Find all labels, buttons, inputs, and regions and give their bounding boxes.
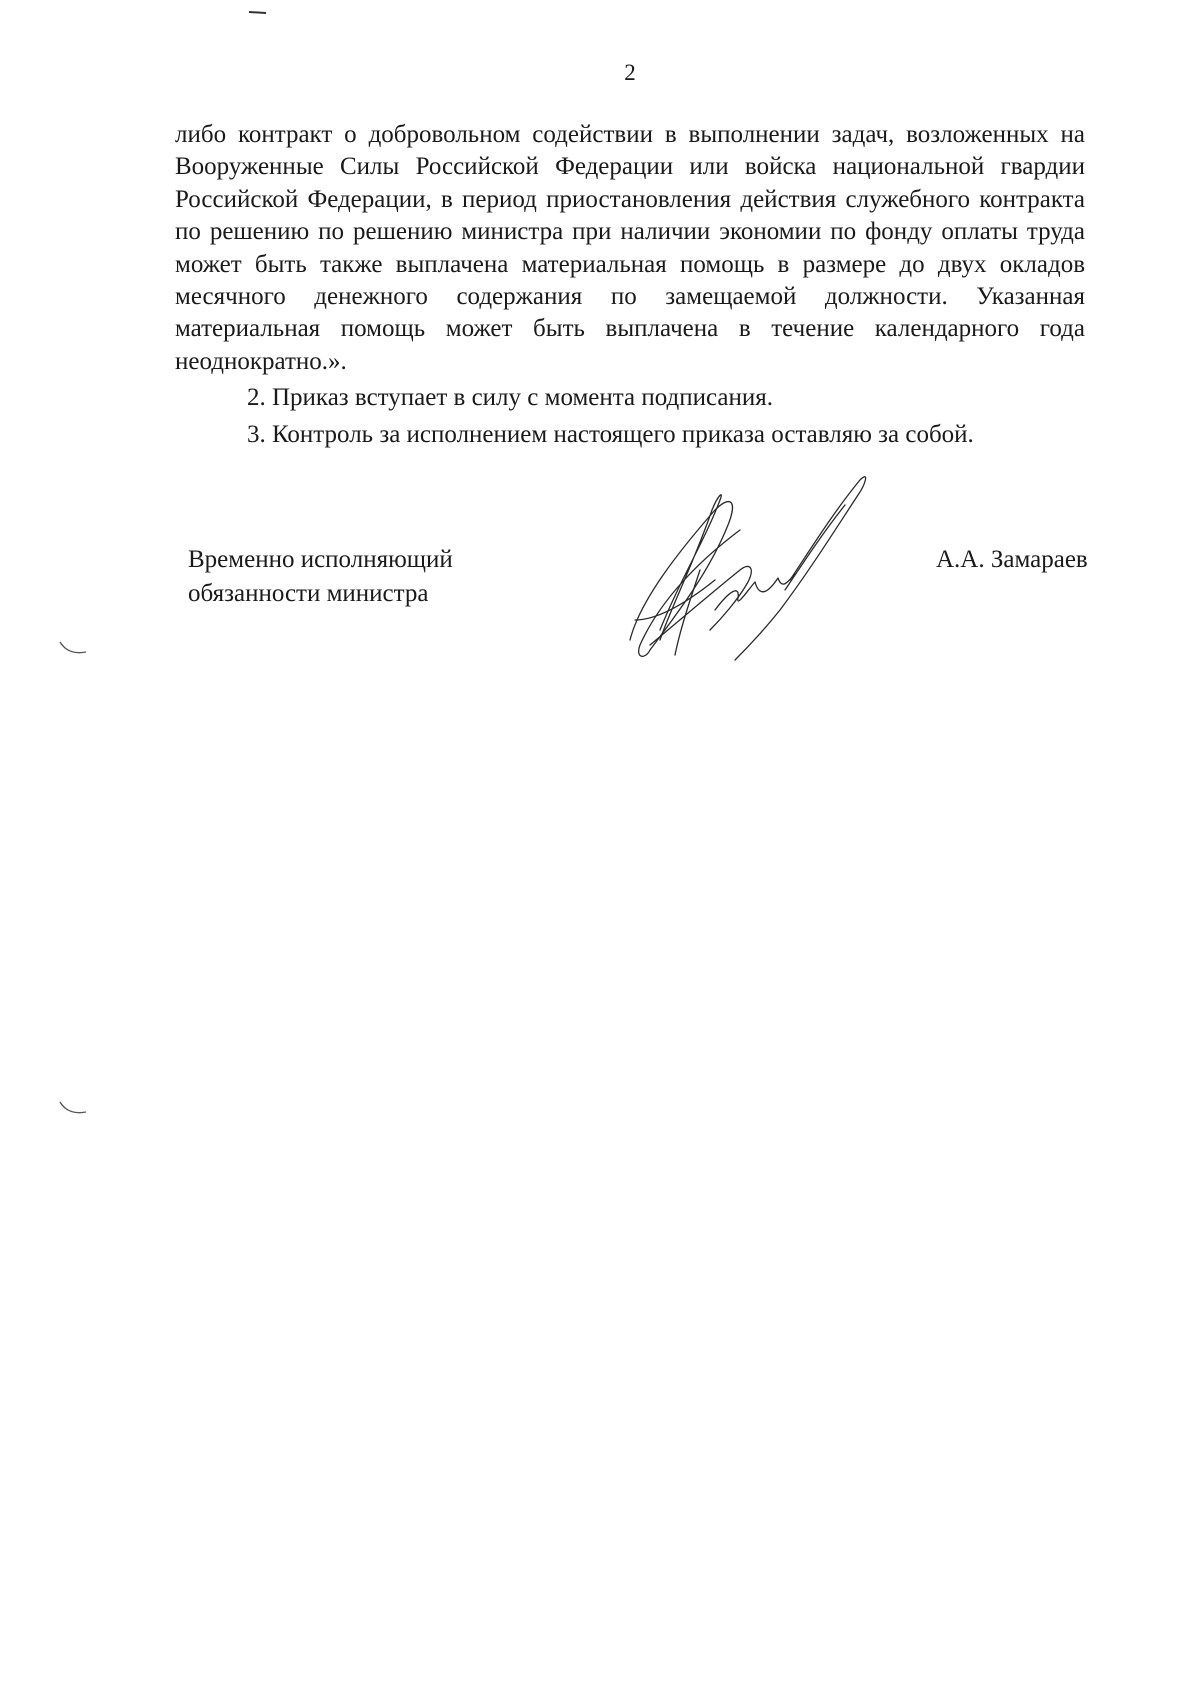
scan-artifact-mark xyxy=(58,640,88,658)
signatory-position-line1: Временно исполняющий xyxy=(188,546,453,573)
scan-artifact-mark xyxy=(58,1100,88,1118)
signature-strokes xyxy=(620,470,880,670)
document-body xyxy=(175,119,1085,451)
paragraph-item-3: 3. Контроль за исполнением настоящего приказа оставляю за собой. xyxy=(247,420,974,448)
scan-artifact-mark xyxy=(248,8,268,16)
signatory-position-line2: обязанности министра xyxy=(188,580,429,607)
signatory-name: А.А. Замараев xyxy=(936,546,1088,573)
handwritten-signature-icon xyxy=(620,470,880,675)
page-number: 2 xyxy=(624,60,636,85)
paragraph-continuation: либо контракт о добровольном содействии в выполнении задач, возложенных на Вооруженные Силы Российской Федерации или войска национальной гвардии Российской Федерации, в период приостановления действия служебного контракта по решению по решению министра при наличии экономии по фонду оплаты труда может быть также выплачена материальная помощь в размере до двух окладов месячного денежного содержания по замещаемой должности. Указанная материальная помощь может быть выплачена в течение календарного года неоднократно.». xyxy=(175,121,1085,375)
paragraph-item-2: 2. Приказ вступает в силу с момента подписания. xyxy=(247,384,773,412)
signatory-position xyxy=(188,543,453,611)
